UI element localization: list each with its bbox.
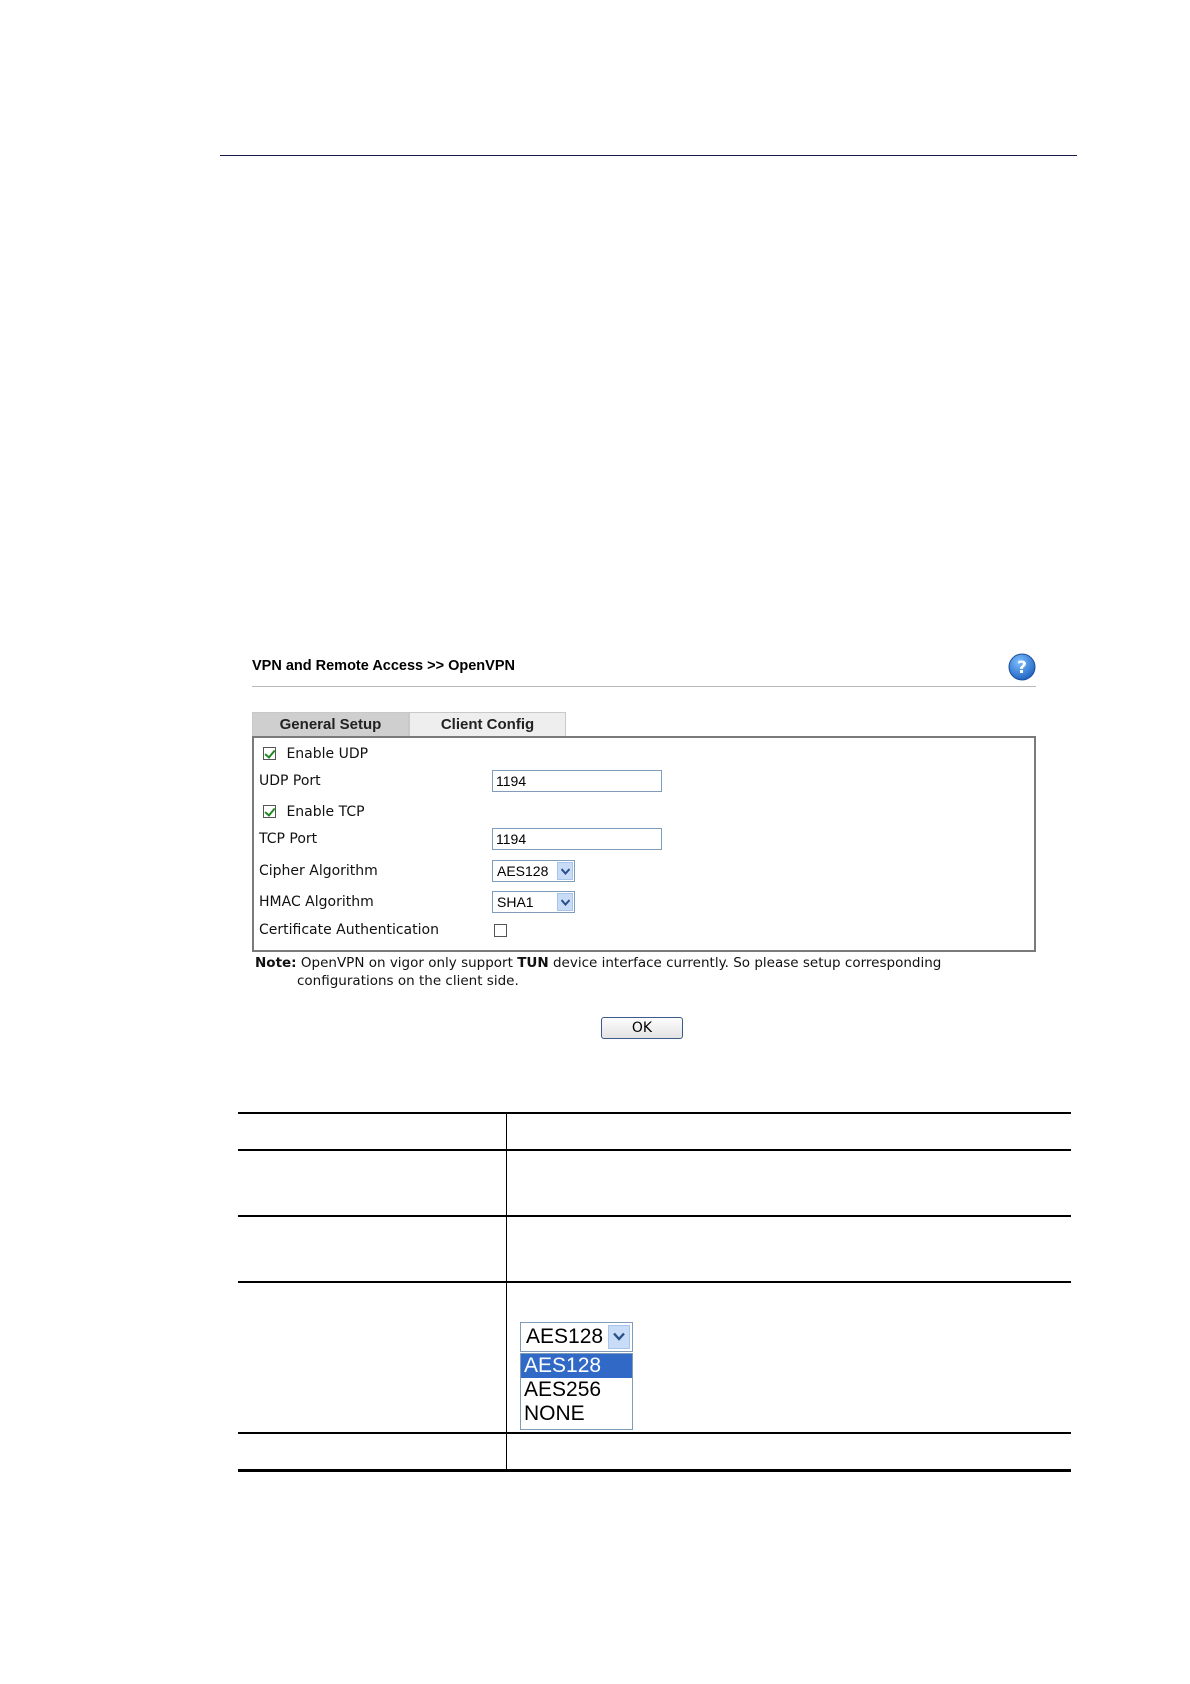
note-text-a: OpenVPN on vigor only support [296,955,518,971]
udp-port-input[interactable]: 1194 [492,770,662,792]
chevron-down-icon[interactable] [557,893,573,911]
cipher-dropdown-selected: AES128 [526,1325,604,1348]
tcp-port-label: TCP Port [259,831,318,847]
tab-client-config[interactable]: Client Config [409,712,566,736]
general-setup-form [252,736,1036,952]
enable-tcp-label: Enable TCP [286,804,365,820]
note-text [255,954,1045,990]
cipher-dropdown-list [520,1353,633,1430]
dropdown-option-aes128[interactable]: AES128 [521,1354,632,1378]
table-rule [238,1469,1071,1472]
table-rule [238,1432,1071,1434]
cipher-dropdown-closed[interactable] [520,1322,633,1352]
note-bold-tun: TUN [517,955,549,971]
help-icon[interactable] [1008,653,1036,681]
note-line2: configurations on the client side. [297,973,519,989]
cipher-algorithm-value: AES128 [497,863,549,879]
cert-auth-checkbox[interactable] [494,924,507,937]
page-title: VPN and Remote Access >> OpenVPN [252,658,515,674]
cipher-algorithm-label: Cipher Algorithm [259,863,378,879]
hmac-algorithm-select[interactable] [492,891,575,913]
hmac-algorithm-label: HMAC Algorithm [259,894,374,910]
enable-udp-label: Enable UDP [286,746,369,762]
chevron-down-icon[interactable] [557,862,573,880]
dropdown-option-aes256[interactable]: AES256 [524,1378,602,1401]
tab-general-setup[interactable]: General Setup [252,712,409,736]
chevron-down-icon[interactable] [608,1325,630,1349]
table-rule [238,1149,1071,1151]
tcp-port-input[interactable]: 1194 [492,828,662,850]
hmac-algorithm-value: SHA1 [497,894,534,910]
note-text-b: device interface currently. So please setup corresponding [548,955,942,971]
enable-tcp-row [259,802,365,822]
note-prefix: Note: [255,955,297,971]
dropdown-option-none[interactable]: NONE [524,1402,585,1425]
openvpn-panel [252,650,1036,1036]
cipher-dropdown-screenshot [520,1322,633,1430]
ok-button[interactable]: OK [601,1017,683,1039]
panel-header [252,650,1036,687]
svg-text:?: ? [1017,658,1027,678]
enable-tcp-checkbox[interactable] [263,805,276,818]
top-rule [220,155,1077,156]
table-rule [238,1215,1071,1217]
udp-port-label: UDP Port [259,773,321,789]
table-rule [238,1281,1071,1283]
table-rule [238,1112,1071,1114]
cert-auth-label: Certificate Authentication [259,922,439,938]
enable-udp-checkbox[interactable] [263,747,276,760]
cipher-algorithm-select[interactable] [492,860,575,882]
table-column-divider [506,1112,507,1470]
enable-udp-row [259,744,368,764]
